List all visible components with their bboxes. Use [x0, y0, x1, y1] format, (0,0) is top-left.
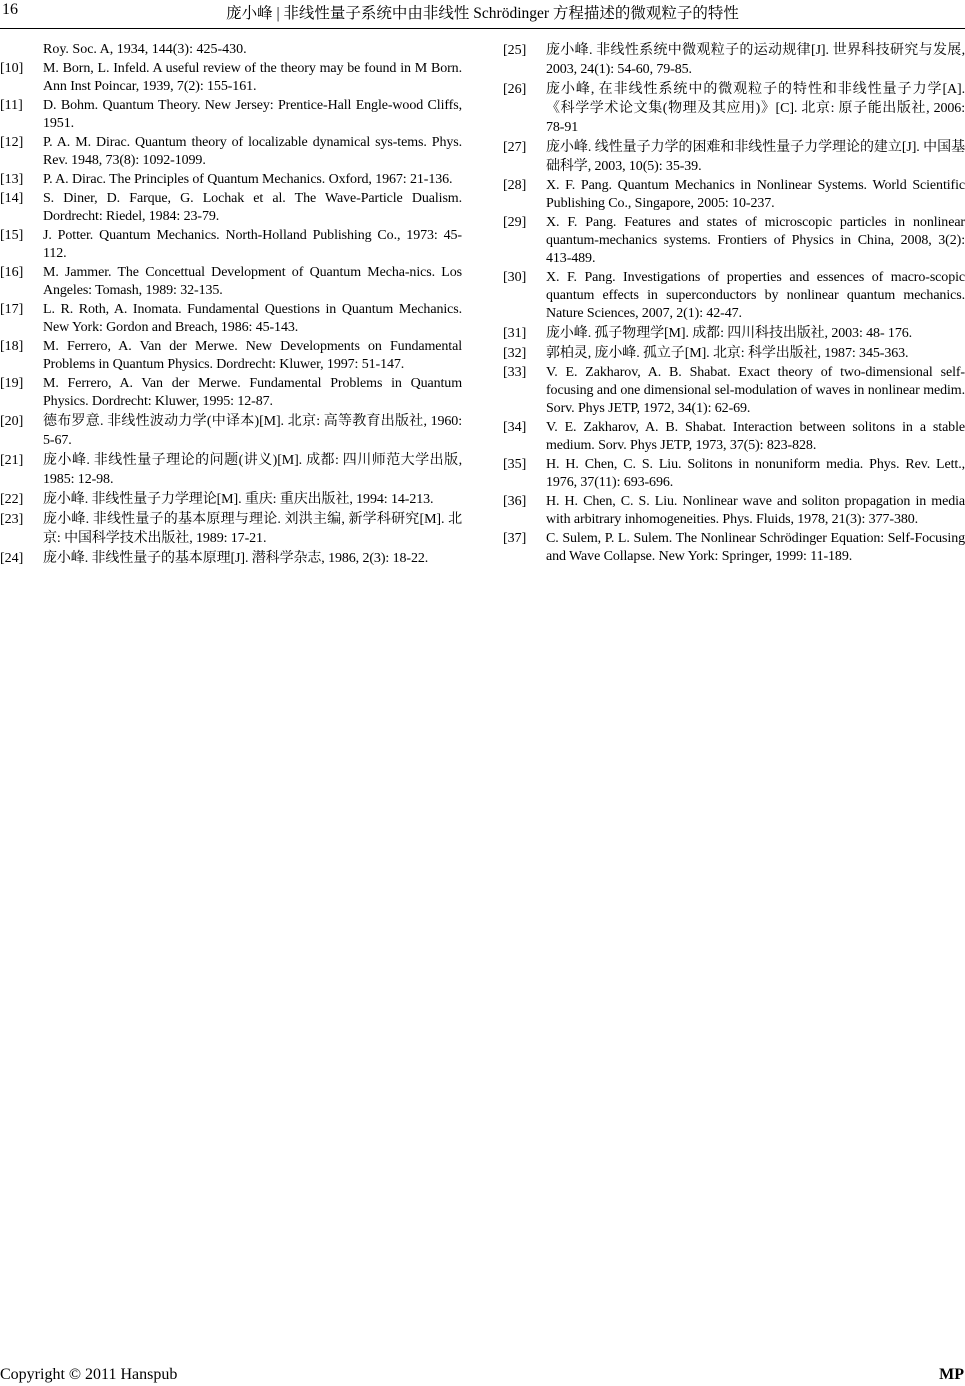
reference-list-right [503, 41, 965, 566]
reference-text: 庞小峰. 非线性量子的基本原理[J]. 潜科学杂志, 1986, 2(3): 18-22. [43, 551, 429, 566]
page-footer [0, 1366, 965, 1386]
reference-entry [503, 177, 965, 213]
reference-entry [0, 375, 462, 411]
reference-text: 庞小峰. 孤子物理学[M]. 成都: 四川科技出版社, 2003: 48- 176. [546, 326, 913, 341]
reference-entry [0, 549, 462, 568]
reference-entry [0, 451, 462, 489]
reference-text: V. E. Zakharov, A. B. Shabat. Exact theory of two-dimensional self-focusing and one dimensional sel-modulation of waves in nonlinear medim. Sorv. Phys JETP, 1972, 34(1): 62-69. [546, 365, 965, 416]
reference-text: D. Bohm. Quantum Theory. New Jersey: Prentice-Hall Engle-wood Cliffs, 1951. [43, 98, 462, 131]
reference-text: M. Jammer. The Concettual Development of Quantum Mecha-nics. Los Angeles: Tomash, 1989: 32-135. [43, 265, 462, 298]
reference-number: [27] [503, 140, 527, 155]
reference-entry [503, 41, 965, 79]
reference-entry [503, 364, 965, 418]
reference-number: [28] [503, 178, 527, 193]
page-header [0, 0, 965, 26]
reference-text: S. Diner, D. Farque, G. Lochak et al. The Wave-Particle Dualism. Dordrecht: Riedel, 1984: 23-79. [43, 191, 462, 224]
reference-number: [12] [0, 135, 24, 150]
reference-entry [0, 510, 462, 548]
reference-number: [26] [503, 82, 527, 97]
reference-entry [0, 134, 462, 170]
reference-list-left [0, 60, 462, 568]
reference-number: [18] [0, 339, 24, 354]
references-right-column [503, 41, 965, 567]
reference-number: [10] [0, 61, 24, 76]
reference-entry [503, 530, 965, 566]
reference-number: [16] [0, 265, 24, 280]
page-number: 16 [2, 1, 18, 18]
reference-entry [503, 344, 965, 363]
reference-entry [503, 493, 965, 529]
reference-entry [503, 324, 965, 343]
reference-entry [0, 97, 462, 133]
reference-entry [0, 338, 462, 374]
reference-number: [25] [503, 43, 527, 58]
reference-text: X. F. Pang. Investigations of properties and essences of macro-scopic quantum effects in superconductors by nonlinear quantum mechanics. Nature Sciences, 2007, 2(1): 42-47. [546, 270, 965, 321]
reference-entry [0, 227, 462, 263]
running-title: 庞小峰 | 非线性量子系统中由非线性 Schrödinger 方程描述的微观粒子的特性 [226, 5, 739, 22]
reference-text: J. Potter. Quantum Mechanics. North-Holland Publishing Co., 1973: 45-112. [43, 228, 462, 261]
journal-abbrev: MP [939, 1366, 964, 1383]
reference-text: 庞小峰. 非线性量子理论的问题(讲义)[M]. 成都: 四川师范大学出版, 1985: 12-98. [43, 453, 462, 487]
reference-continuation: Roy. Soc. A, 1934, 144(3): 425-430. [43, 42, 247, 57]
reference-text: 郭柏灵, 庞小峰. 孤立子[M]. 北京: 科学出版社, 1987: 345-363. [546, 346, 909, 361]
reference-text: X. F. Pang. Quantum Mechanics in Nonlinear Systems. World Scientific Publishing Co., Singapore, 2005: 10-237. [546, 178, 965, 211]
copyright-notice: Copyright © 2011 Hanspub [0, 1366, 178, 1383]
reference-text: H. H. Chen, C. S. Liu. Nonlinear wave and soliton propagation in media with arbitrary inhomogeneities. Phys. Fluids, 1978, 21(3): 377-380. [546, 494, 965, 527]
reference-number: [15] [0, 228, 24, 243]
reference-number: [22] [0, 492, 24, 507]
reference-text: M. Ferrero, A. Van der Merwe. Fundamental Problems in Quantum Physics. Dordrecht: Kluwer, 1995: 12-87. [43, 376, 462, 409]
reference-text: M. Ferrero, A. Van der Merwe. New Developments on Fundamental Problems in Quantum Physics. Dordrecht: Kluwer, 1997: 51-147. [43, 339, 462, 372]
reference-number: [31] [503, 326, 527, 341]
reference-number: [33] [503, 365, 527, 380]
reference-number: [17] [0, 302, 24, 317]
reference-number: [20] [0, 414, 24, 429]
references-left-column [0, 41, 462, 569]
reference-number: [24] [0, 551, 24, 566]
reference-entry [0, 60, 462, 96]
reference-number: [32] [503, 346, 527, 361]
reference-text: C. Sulem, P. L. Sulem. The Nonlinear Schrödinger Equation: Self-Focusing and Wave Collapse. New York: Springer, 1999: 11-189. [546, 531, 965, 564]
reference-number: [21] [0, 453, 24, 468]
reference-text: X. F. Pang. Features and states of microscopic particles in nonlinear quantum-mechanics systems. Frontiers of Physics in China, 2008, 3(2): 413-489. [546, 215, 965, 266]
reference-text: 庞小峰. 线性量子力学的困难和非线性量子力学理论的建立[J]. 中国基础科学, 2003, 10(5): 35-39. [546, 140, 965, 174]
reference-text: 德布罗意. 非线性波动力学(中译本)[M]. 北京: 高等教育出版社, 1960: 5-67. [43, 414, 462, 448]
reference-number: [11] [0, 98, 23, 113]
reference-number: [14] [0, 191, 24, 206]
reference-number: [30] [503, 270, 527, 285]
reference-entry [503, 456, 965, 492]
reference-text: 庞小峰. 非线性量子力学理论[M]. 重庆: 重庆出版社, 1994: 14-213. [43, 492, 434, 507]
reference-number: [35] [503, 457, 527, 472]
reference-text: 庞小峰, 在非线性系统中的微观粒子的特性和非线性量子力学[A]. 《科学学术论文集(物理及其应用)》[C]. 北京: 原子能出版社, 2006: 78-91 [546, 82, 965, 135]
reference-number: [23] [0, 512, 24, 527]
reference-entry [0, 490, 462, 509]
reference-number: [29] [503, 215, 527, 230]
reference-entry [0, 190, 462, 226]
reference-entry [503, 214, 965, 268]
header-rule [0, 28, 965, 29]
reference-entry [0, 264, 462, 300]
reference-entry [503, 80, 965, 137]
reference-entry [0, 171, 462, 189]
reference-entry [503, 138, 965, 176]
reference-text: 庞小峰. 非线性系统中微观粒子的运动规律[J]. 世界科技研究与发展, 2003, 24(1): 54-60, 79-85. [546, 43, 965, 77]
reference-entry [503, 419, 965, 455]
reference-text: H. H. Chen, C. S. Liu. Solitons in nonuniform media. Phys. Rev. Lett., 1976, 37(11): 693-696. [546, 457, 965, 490]
reference-text: V. E. Zakharov, A. B. Shabat. Interaction between solitons in a stable medium. Sorv. Phys JETP, 1973, 37(5): 823-828. [546, 420, 965, 453]
reference-text: L. R. Roth, A. Inomata. Fundamental Questions in Quantum Mechanics. New York: Gordon and Breach, 1986: 45-143. [43, 302, 462, 335]
reference-number: [36] [503, 494, 527, 509]
reference-text: 庞小峰. 非线性量子的基本原理与理论. 刘洪主编, 新学科研究[M]. 北京: 中国科学技术出版社, 1989: 17-21. [43, 512, 462, 546]
reference-entry [0, 412, 462, 450]
reference-entry [0, 301, 462, 337]
reference-entry [503, 269, 965, 323]
reference-number: [37] [503, 531, 527, 546]
reference-number: [19] [0, 376, 24, 391]
reference-text: P. A. Dirac. The Principles of Quantum Mechanics. Oxford, 1967: 21-136. [43, 172, 453, 187]
reference-text: P. A. M. Dirac. Quantum theory of localizable dynamical sys-tems. Phys. Rev. 1948, 73(8): 1092-1099. [43, 135, 462, 168]
reference-number: [13] [0, 172, 24, 187]
reference-number: [34] [503, 420, 527, 435]
reference-text: M. Born, L. Infeld. A useful review of the theory may be found in M Born. Ann Inst Poincar, 1939, 7(2): 155-161. [43, 61, 462, 94]
